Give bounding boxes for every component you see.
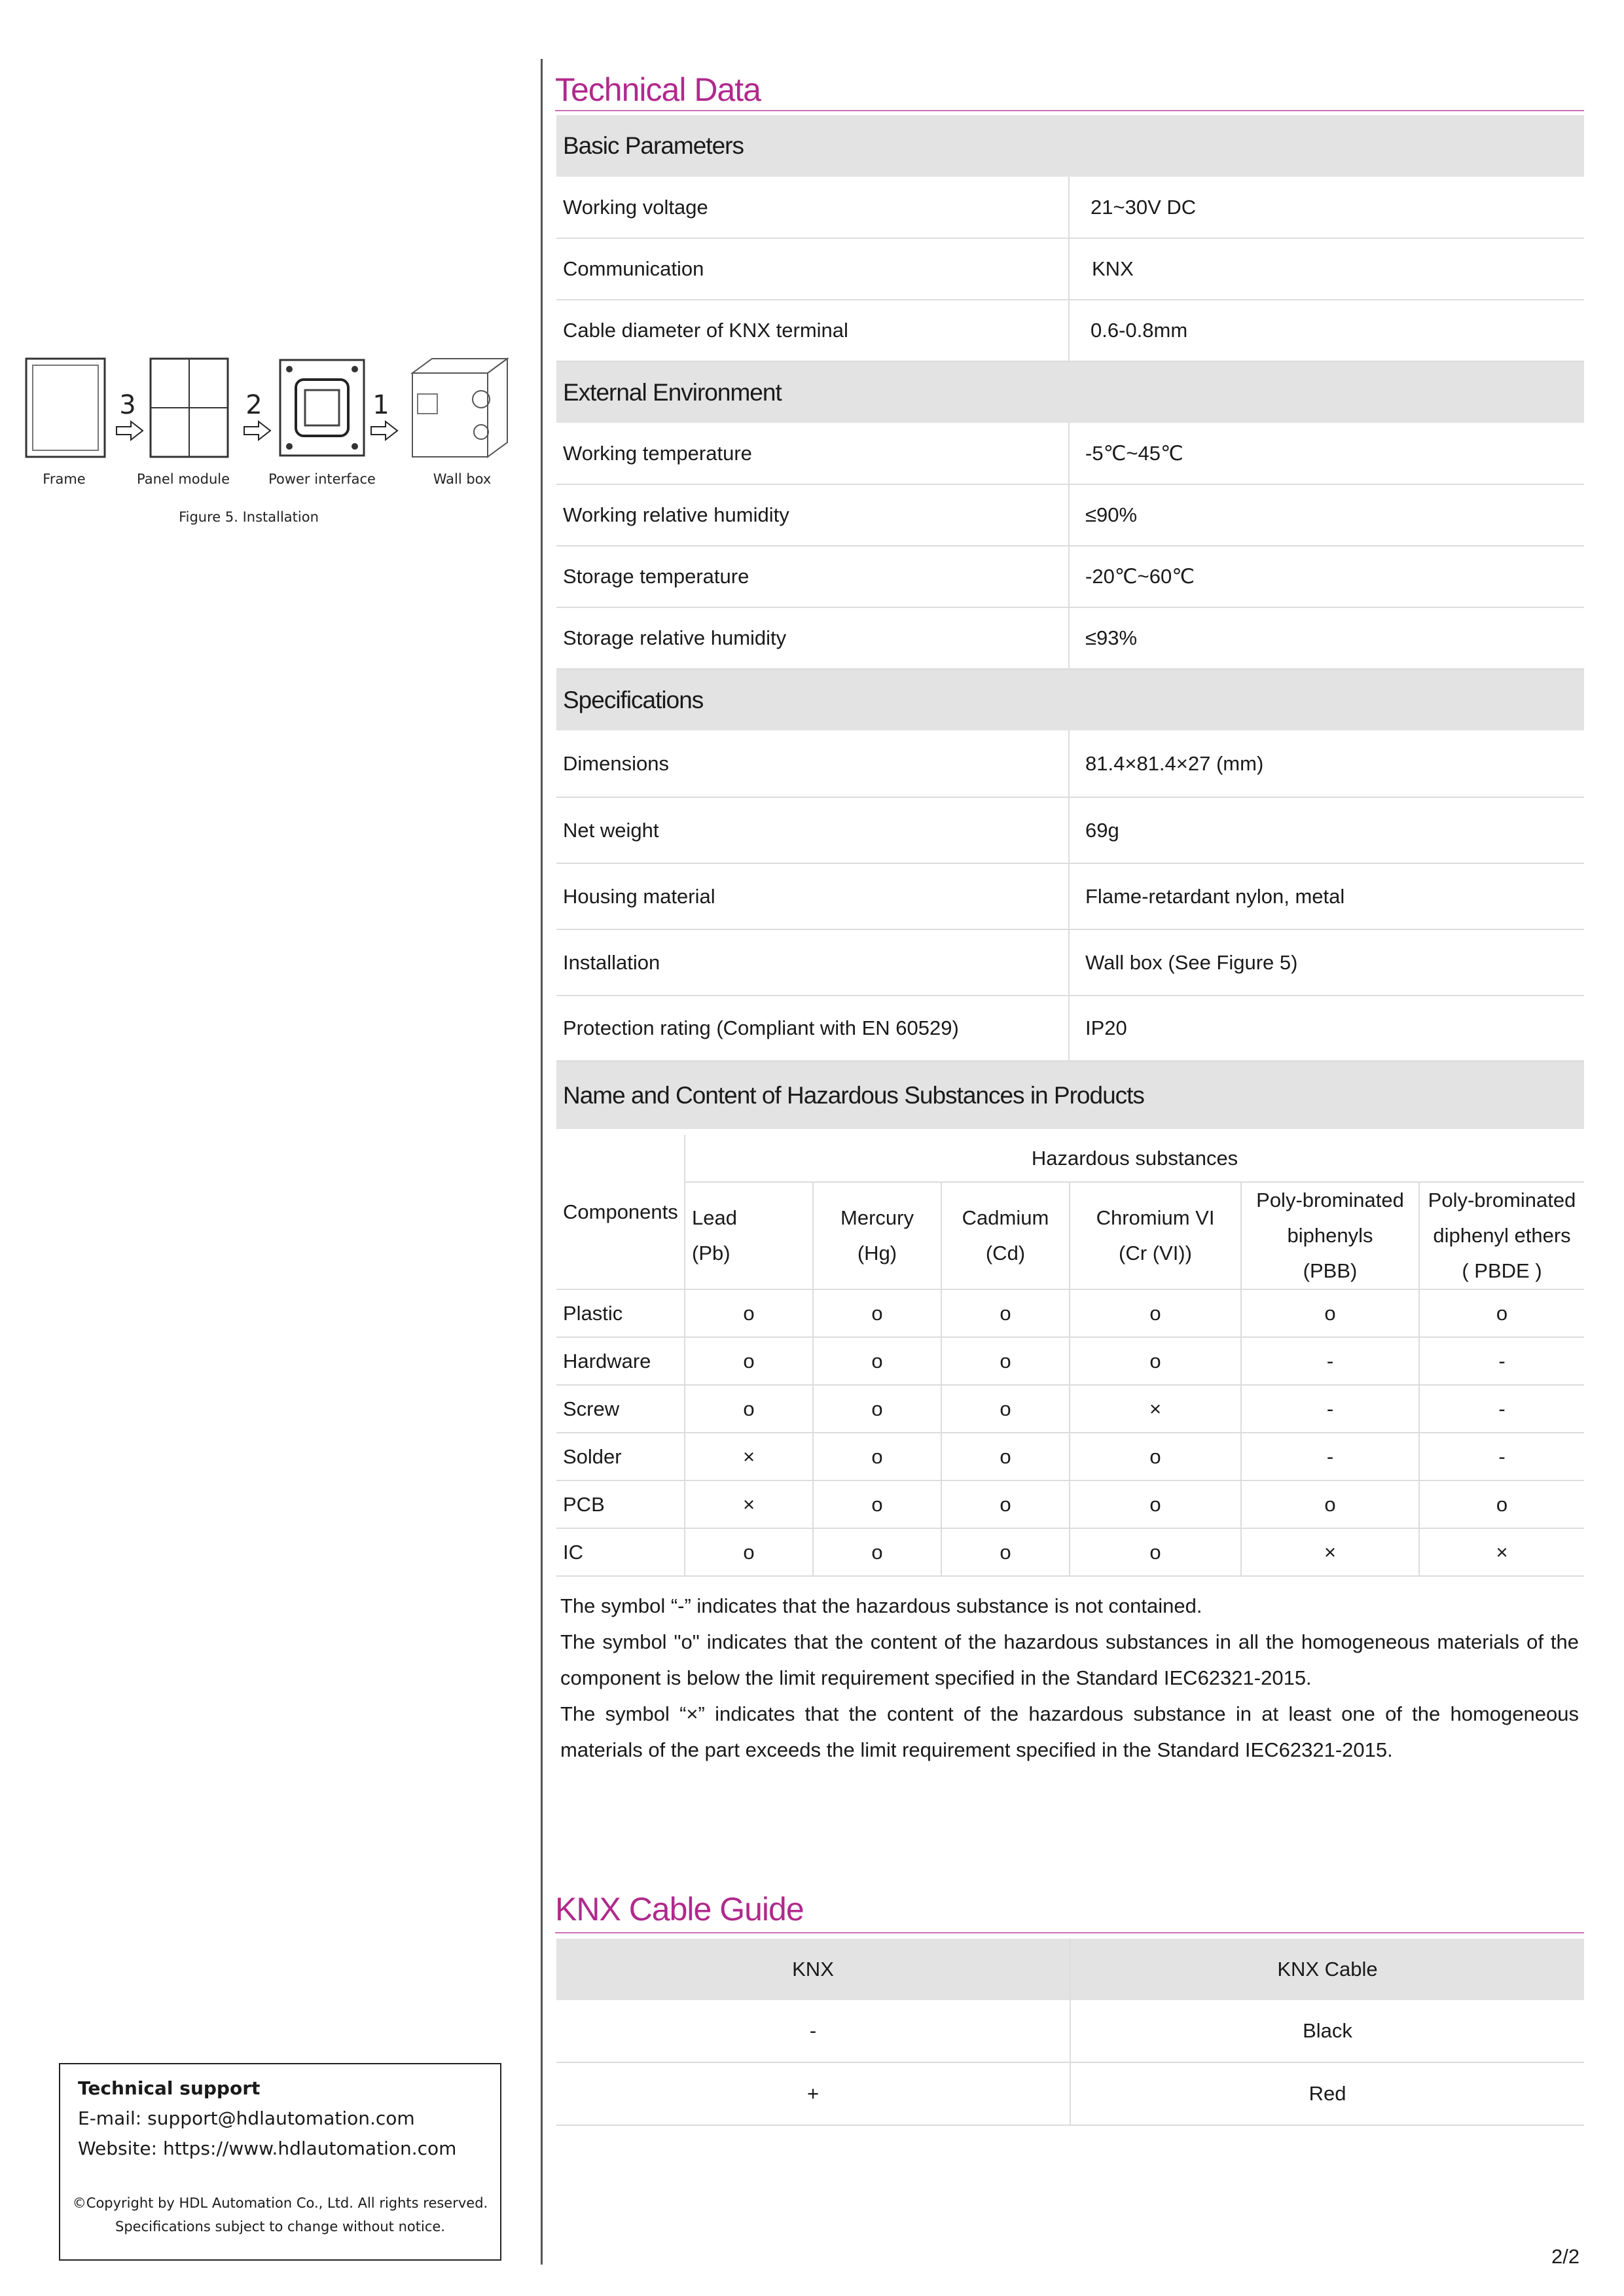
param-label: Working relative humidity <box>556 484 1069 546</box>
section-heading-row <box>556 1061 1584 1129</box>
table-row <box>556 177 1584 238</box>
section-heading: Name and Content of Hazardous Substances in Products <box>556 1061 1584 1129</box>
arrow-right-icon <box>371 422 397 440</box>
param-label: Protection rating (Compliant with EN 60529) <box>556 996 1069 1061</box>
knx-cable-guide-title: KNX Cable Guide <box>555 1891 804 1928</box>
figure-label-frame: Frame <box>43 471 86 487</box>
step-number-2: 2 <box>245 390 262 420</box>
param-value: ≤93% <box>1069 607 1584 669</box>
component-name: IC <box>556 1528 685 1576</box>
symbol-notes <box>560 1588 1579 1768</box>
param-value: IP20 <box>1069 996 1584 1061</box>
substance-cell: o <box>941 1337 1070 1385</box>
section-heading: Specifications <box>556 669 1584 730</box>
substance-cell: o <box>941 1528 1070 1576</box>
substance-cell: × <box>1070 1385 1241 1433</box>
technical-support-box <box>59 2063 501 2261</box>
substance-cell: o <box>1241 1480 1419 1528</box>
column-header-pbde: Poly-brominated diphenyl ethers ( PBDE ) <box>1419 1182 1584 1289</box>
component-name: Hardware <box>556 1337 685 1385</box>
section-heading-row <box>556 115 1584 177</box>
note-paragraph: The symbol “×” indicates that the content of the hazardous substance in at least one of the homogeneous materials of the part exceeds the limit requirement specified in the Standard IEC62321-2015. <box>560 1702 1579 1761</box>
figure-label-power-interface: Power interface <box>268 471 376 487</box>
section-heading-row <box>556 361 1584 423</box>
knx-terminal: - <box>556 2000 1070 2062</box>
page-number: 2/2 <box>1551 2245 1580 2268</box>
substance-cell: - <box>1419 1385 1584 1433</box>
table-row <box>556 1480 1584 1528</box>
support-title: Technical support <box>78 2077 261 2099</box>
substance-cell: × <box>1419 1528 1584 1576</box>
substance-cell: o <box>941 1289 1070 1337</box>
substance-cell: o <box>813 1528 941 1576</box>
substance-cell: - <box>1241 1337 1419 1385</box>
component-name: Screw <box>556 1385 685 1433</box>
param-value: -5℃~45℃ <box>1069 423 1584 484</box>
table-header-row <box>556 1939 1584 2000</box>
installation-diagram <box>20 353 517 465</box>
table-row <box>556 929 1584 996</box>
param-value: Flame-retardant nylon, metal <box>1069 863 1584 929</box>
column-header-lead: Lead (Pb) <box>685 1182 813 1289</box>
section-heading: Basic Parameters <box>556 115 1584 177</box>
knx-cable-table <box>556 1939 1584 2126</box>
column-header-knx-cable: KNX Cable <box>1070 1939 1584 2000</box>
component-name: PCB <box>556 1480 685 1528</box>
panel-module-icon <box>151 359 228 457</box>
table-row <box>556 1433 1584 1480</box>
param-label: Storage temperature <box>556 546 1069 607</box>
column-header-knx: KNX <box>556 1939 1070 2000</box>
components-header: Components <box>556 1135 685 1289</box>
table-row <box>556 1289 1584 1337</box>
param-value: 81.4×81.4×27 (mm) <box>1069 730 1584 797</box>
substance-cell: o <box>1070 1433 1241 1480</box>
param-label: Dimensions <box>556 730 1069 797</box>
table-row <box>556 863 1584 929</box>
hazardous-substances-table <box>556 1135 1584 1577</box>
substance-cell: - <box>1241 1385 1419 1433</box>
substance-cell: o <box>1070 1289 1241 1337</box>
substance-cell: o <box>941 1480 1070 1528</box>
title-rule <box>555 110 1584 111</box>
substance-cell: o <box>813 1385 941 1433</box>
support-website: Website: https://www.hdlautomation.com <box>78 2138 457 2159</box>
support-email: E-mail: support@hdlautomation.com <box>78 2108 415 2129</box>
column-header-mercury: Mercury (Hg) <box>813 1182 941 1289</box>
arrow-right-icon <box>244 422 270 440</box>
substance-cell: × <box>685 1433 813 1480</box>
table-row <box>556 2062 1584 2125</box>
technical-data-title: Technical Data <box>555 71 761 108</box>
substance-cell: o <box>813 1289 941 1337</box>
notice-text: Specifications subject to change without notice. <box>115 2219 445 2234</box>
substance-cell: × <box>685 1480 813 1528</box>
param-value: KNX <box>1069 238 1584 300</box>
substance-cell: o <box>1419 1480 1584 1528</box>
param-value: ≤90% <box>1069 484 1584 546</box>
substance-cell: o <box>685 1528 813 1576</box>
table-row <box>556 2000 1584 2062</box>
table-row <box>556 730 1584 797</box>
table-row <box>556 797 1584 863</box>
table-row <box>556 996 1584 1061</box>
substance-cell: o <box>1070 1480 1241 1528</box>
section-heading: External Environment <box>556 361 1584 423</box>
column-divider <box>541 59 543 2265</box>
substance-cell: - <box>1241 1433 1419 1480</box>
param-value: Wall box (See Figure 5) <box>1069 929 1584 996</box>
param-label: Storage relative humidity <box>556 607 1069 669</box>
section-heading-row <box>556 669 1584 730</box>
substance-cell: o <box>685 1337 813 1385</box>
substance-cell: o <box>1070 1528 1241 1576</box>
table-row <box>556 423 1584 484</box>
figure-caption: Figure 5. Installation <box>179 509 319 525</box>
cable-color: Black <box>1070 2000 1584 2062</box>
substance-cell: o <box>1419 1289 1584 1337</box>
wall-box-icon <box>412 359 507 457</box>
hazardous-group-header: Hazardous substances <box>685 1135 1584 1182</box>
substance-cell: o <box>941 1433 1070 1480</box>
column-header-pbb: Poly-brominated biphenyls (PBB) <box>1241 1182 1419 1289</box>
substance-cell: o <box>1241 1289 1419 1337</box>
substance-cell: - <box>1419 1337 1584 1385</box>
param-label: Cable diameter of KNX terminal <box>556 300 1069 361</box>
column-header-chromium: Chromium VI (Cr (VI)) <box>1070 1182 1241 1289</box>
table-row <box>556 300 1584 361</box>
param-value: 0.6-0.8mm <box>1069 300 1584 361</box>
substance-cell: - <box>1419 1433 1584 1480</box>
param-label: Housing material <box>556 863 1069 929</box>
param-label: Communication <box>556 238 1069 300</box>
param-value: -20℃~60℃ <box>1069 546 1584 607</box>
substance-cell: o <box>813 1337 941 1385</box>
title-rule <box>555 1932 1584 1933</box>
substance-cell: o <box>813 1480 941 1528</box>
param-value: 69g <box>1069 797 1584 863</box>
table-row <box>556 484 1584 546</box>
table-row <box>556 1385 1584 1433</box>
table-header-row <box>556 1182 1584 1289</box>
step-number-3: 3 <box>119 390 136 420</box>
figure-label-panel-module: Panel module <box>136 471 230 487</box>
substance-cell: o <box>941 1385 1070 1433</box>
table-row <box>556 607 1584 669</box>
substance-cell: o <box>685 1289 813 1337</box>
technical-data-table <box>556 115 1584 1129</box>
power-interface-icon <box>280 360 364 456</box>
param-value: 21~30V DC <box>1069 177 1584 238</box>
param-label: Working temperature <box>556 423 1069 484</box>
substance-cell: × <box>1241 1528 1419 1576</box>
table-header-row <box>556 1135 1584 1182</box>
figure-label-wall-box: Wall box <box>433 471 492 487</box>
arrow-right-icon <box>117 422 143 440</box>
param-label: Installation <box>556 929 1069 996</box>
substance-cell: o <box>685 1385 813 1433</box>
knx-terminal: + <box>556 2062 1070 2125</box>
table-row <box>556 1337 1584 1385</box>
cable-color: Red <box>1070 2062 1584 2125</box>
substance-cell: o <box>1070 1337 1241 1385</box>
component-name: Solder <box>556 1433 685 1480</box>
copyright-text: ©Copyright by HDL Automation Co., Ltd. All rights reserved. <box>72 2195 488 2211</box>
step-number-1: 1 <box>372 390 389 420</box>
table-row <box>556 1528 1584 1576</box>
note-paragraph: The symbol “-” indicates that the hazardous substance is not contained. <box>560 1594 1202 1617</box>
note-paragraph: The symbol "o" indicates that the content of the hazardous substances in all the homogeneous materials of the component is below the limit requirement specified in the Standard IEC62321-2015. <box>560 1630 1579 1689</box>
component-name: Plastic <box>556 1289 685 1337</box>
param-label: Working voltage <box>556 177 1069 238</box>
frame-icon <box>26 359 105 457</box>
table-row <box>556 238 1584 300</box>
table-row <box>556 546 1584 607</box>
substance-cell: o <box>813 1433 941 1480</box>
column-header-cadmium: Cadmium (Cd) <box>941 1182 1070 1289</box>
param-label: Net weight <box>556 797 1069 863</box>
